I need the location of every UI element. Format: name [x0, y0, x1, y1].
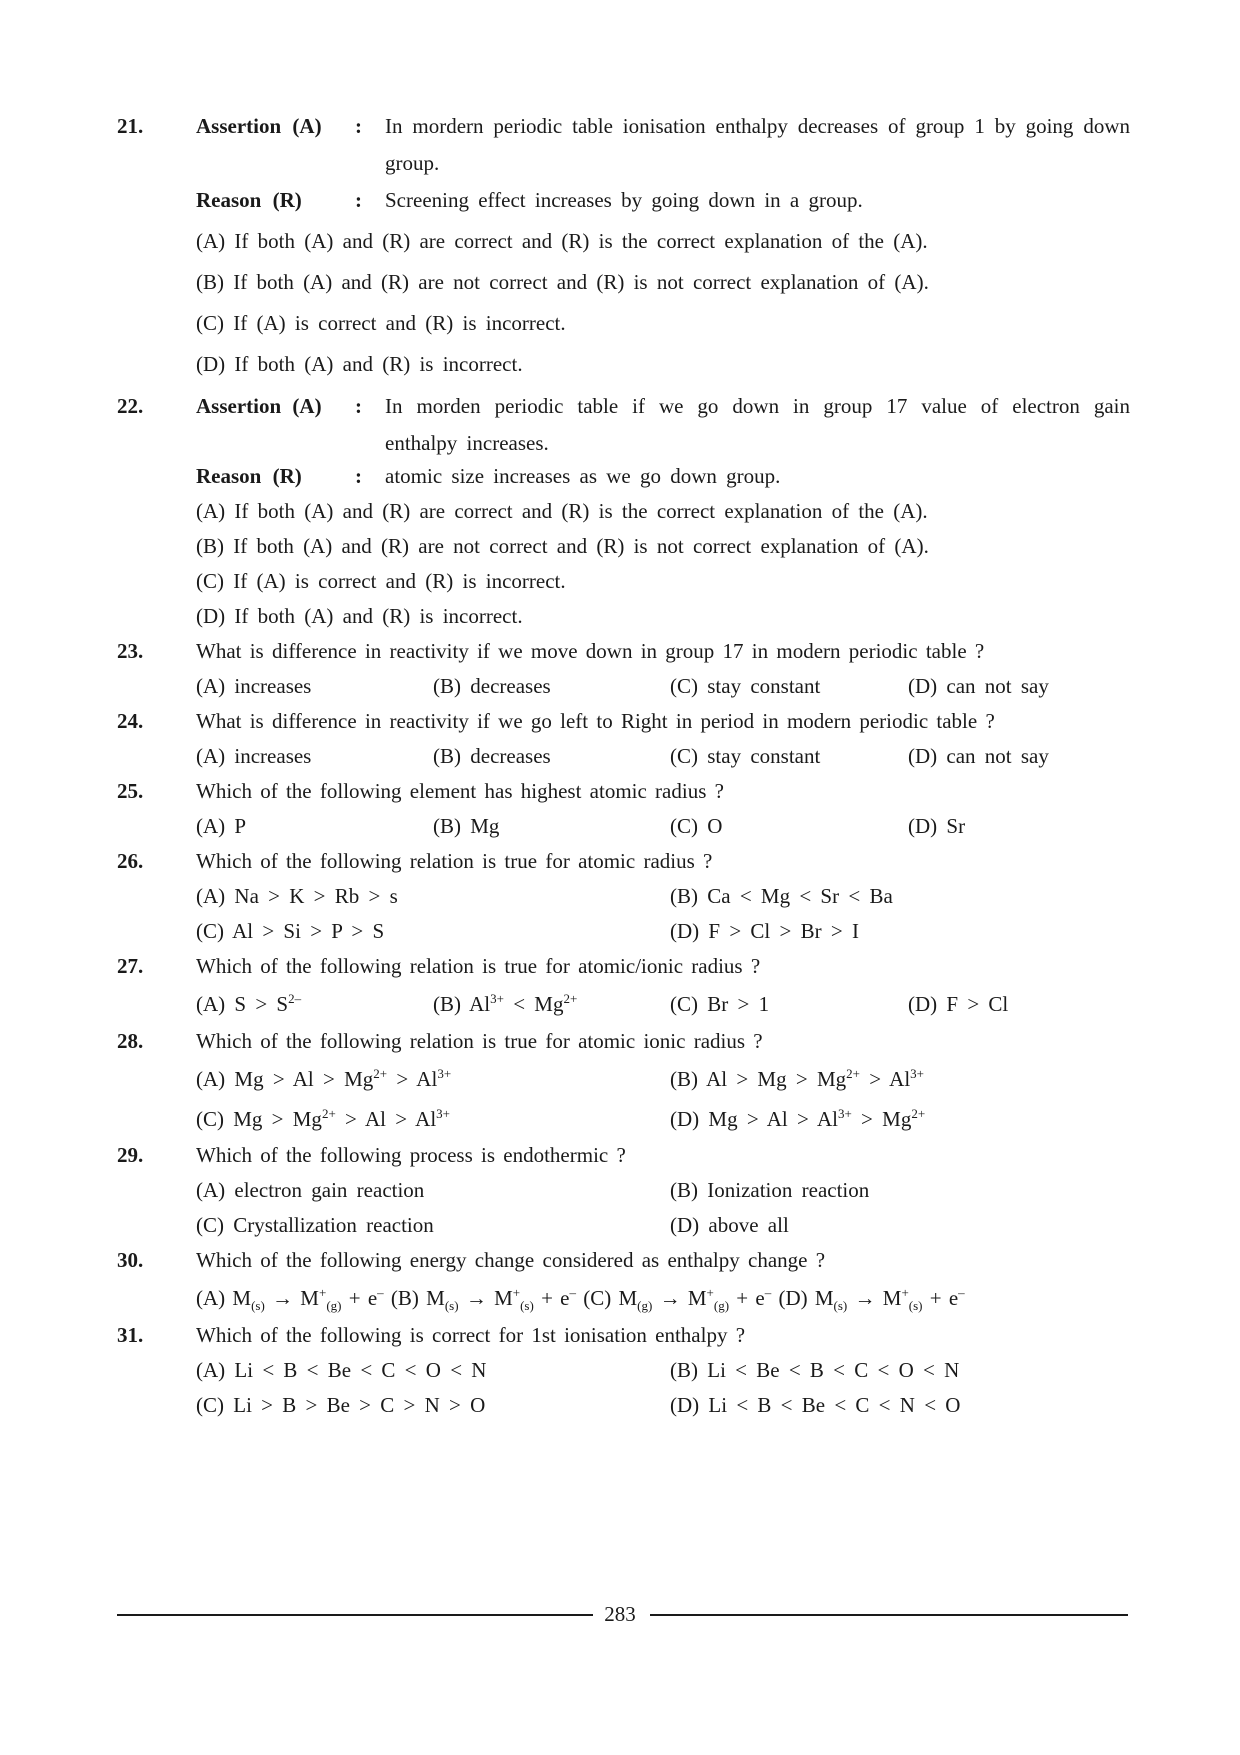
option-b: (B) Ca < Mg < Sr < Ba: [670, 884, 893, 908]
option-b: (B) If both (A) and (R) are not correct and (R) is not correct explanation of (A).: [196, 534, 929, 558]
question-number: 28.: [117, 1029, 144, 1053]
option-c: (C) If (A) is correct and (R) is incorrect.: [196, 311, 566, 335]
question-text: Which of the following is correct for 1st ionisation enthalpy ?: [196, 1323, 746, 1347]
question-text: Which of the following energy change considered as enthalpy change ?: [196, 1248, 826, 1272]
question-number: 31.: [117, 1323, 144, 1347]
option-c: (C) O: [670, 814, 723, 838]
option-b: (B) Mg: [433, 814, 500, 838]
colon: :: [355, 188, 362, 212]
colon: :: [355, 464, 362, 488]
assertion-text: In mordern periodic table ionisation enthalpy decreases of group 1 by going down group.: [385, 114, 1130, 175]
option-c: (C) Br > 1: [670, 992, 770, 1016]
question-number: 27.: [117, 954, 144, 978]
reason-text: atomic size increases as we go down group.: [385, 464, 781, 488]
option-b: (B) $Al > Mg > Mg^{2+} > Al^{3+}$: [670, 1066, 924, 1091]
question-text: Which of the following process is endothermic ?: [196, 1143, 626, 1167]
option-c: (C) Li > B > Be > C > N > O: [196, 1393, 486, 1417]
option-c: (C) stay constant: [670, 744, 821, 768]
option-b: (B) Li < Be < B < C < O < N: [670, 1358, 960, 1382]
option-b: (B) decreases: [433, 744, 551, 768]
option-c: (C) $M_{(g)} \to M^+_{(g)} + e^-$: [575, 1285, 772, 1314]
option-a: (A) $M_{(s)} \to M^+_{(g)} + e^-$: [196, 1285, 384, 1314]
option-d: (D) Li < B < Be < C < N < O: [670, 1393, 961, 1417]
options-line: [196, 1284, 965, 1312]
option-d: (D) F > Cl > Br > I: [670, 919, 859, 943]
option-a: (A) P: [196, 814, 247, 838]
option-c: (C) stay constant: [670, 674, 821, 698]
question-number: 30.: [117, 1248, 144, 1272]
option-c: (C) $Mg > Mg^{2+} > Al > Al^{3+}$: [196, 1106, 450, 1131]
option-d: (D) can not say: [908, 744, 1049, 768]
footer-rule-right: [650, 1614, 1128, 1616]
option-b: (B) $M_{(s)} \to M^+_{(s)} + e^-$: [383, 1285, 576, 1314]
option-a: (A) $Mg > Al > Mg^{2+} > Al^{3+}$: [196, 1066, 452, 1091]
question-number: 26.: [117, 849, 144, 873]
option-a: (A) Li < B < Be < C < O < N: [196, 1358, 487, 1382]
reason-label: Reason (R): [196, 464, 302, 488]
option-c: (C) If (A) is correct and (R) is incorrect.: [196, 569, 566, 593]
reason-label: Reason (R): [196, 188, 302, 212]
option-a: (A) Na > K > Rb > s: [196, 884, 398, 908]
option-d: (D) $Mg > Al > Al^{3+} > Mg^{2+}$: [670, 1106, 926, 1131]
question-text: Which of the following relation is true for atomic ionic radius ?: [196, 1029, 763, 1053]
option-d: (D) If both (A) and (R) is incorrect.: [196, 604, 523, 628]
option-a: (A) If both (A) and (R) are correct and (R) is the correct explanation of the (A).: [196, 229, 928, 253]
colon: :: [355, 394, 362, 418]
option-d: (D) If both (A) and (R) is incorrect.: [196, 352, 523, 376]
question-text: What is difference in reactivity if we move down in group 17 in modern periodic table ?: [196, 639, 985, 663]
question-text: Which of the following relation is true for atomic radius ?: [196, 849, 713, 873]
option-c: (C) Al > Si > P > S: [196, 919, 385, 943]
option-d: (D) above all: [670, 1213, 789, 1237]
option-d: (D) can not say: [908, 674, 1049, 698]
option-b: (B) $Al^{3+} < Mg^{2+}$: [433, 991, 578, 1016]
question-number: 29.: [117, 1143, 144, 1167]
option-a: (A) If both (A) and (R) are correct and (R) is the correct explanation of the (A).: [196, 499, 928, 523]
option-d: (D) Sr: [908, 814, 966, 838]
question-number: 21.: [117, 114, 144, 138]
option-b: (B) decreases: [433, 674, 551, 698]
question-number: 24.: [117, 709, 144, 733]
option-a: (A) electron gain reaction: [196, 1178, 425, 1202]
question-number: 23.: [117, 639, 144, 663]
assertion-label: Assertion (A): [196, 394, 322, 418]
question-number: 22.: [117, 394, 144, 418]
option-a: (A) increases: [196, 674, 312, 698]
question-text: Which of the following relation is true for atomic/ionic radius ?: [196, 954, 761, 978]
question-number: 25.: [117, 779, 144, 803]
option-c: (C) Crystallization reaction: [196, 1213, 434, 1237]
question-text: Which of the following element has highest atomic radius ?: [196, 779, 724, 803]
option-d: (D) $M_{(s)} \to M^+_{(s)} + e^-$: [771, 1285, 965, 1314]
colon: :: [355, 114, 362, 138]
reason-text: Screening effect increases by going down in a group.: [385, 188, 863, 212]
assertion-label: Assertion (A): [196, 114, 322, 138]
footer-rule-left: [117, 1614, 593, 1616]
option-b: (B) If both (A) and (R) are not correct and (R) is not correct explanation of (A).: [196, 270, 929, 294]
question-text: What is difference in reactivity if we go left to Right in period in modern periodic table ?: [196, 709, 995, 733]
assertion-text: In morden periodic table if we go down in group 17 value of electron gain enthalpy increases.: [385, 394, 1130, 455]
option-a: (A) $S > S^{2-}$: [196, 991, 302, 1016]
option-a: (A) increases: [196, 744, 312, 768]
option-b: (B) Ionization reaction: [670, 1178, 870, 1202]
option-d: (D) F > Cl: [908, 992, 1009, 1016]
page-number: 283: [604, 1602, 636, 1626]
